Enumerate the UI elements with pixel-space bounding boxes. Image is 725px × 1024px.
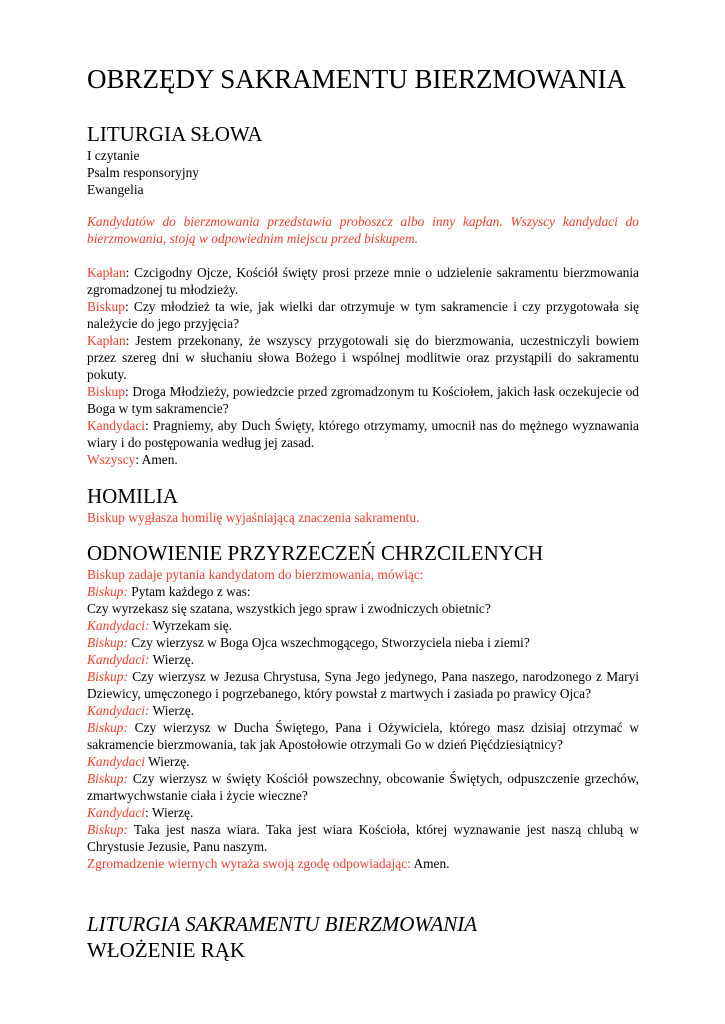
dialogue-line	[87, 651, 639, 668]
speaker-label: Kandydaci	[87, 805, 146, 820]
rubric-instruction: Biskup zadaje pytania kandydatom do bierzmowania, mówiąc:	[87, 567, 424, 582]
speaker-label: Kandydaci	[87, 418, 146, 433]
dialogue-text: Czy wierzysz w Jezusa Chrystusa, Syna Jego jedynego, Pana naszego, narodzonego z Maryi Dziewicy, umęczonego i pogrzebanego, który powstał z martwych i zasiada po prawicy Ojca?	[87, 669, 639, 701]
section-homilia	[87, 483, 639, 526]
section-heading: LITURGIA SAKRAMENTU BIERZMOWANIA	[87, 912, 478, 936]
dialogue-text: Wierzę.	[149, 652, 195, 667]
dialogue-text: Taka jest nasza wiara. Taka jest wiara Kościoła, której wyznawanie jest naszą chlubą w Chrystusie Jezusie, Panu naszym.	[87, 822, 639, 854]
speaker-label: Kandydaci:	[87, 618, 150, 633]
dialogue-text: Czy wierzysz w Boga Ojca wszechmogącego, Stworzyciela nieba i ziemi?	[127, 635, 530, 650]
section-liturgia-slowa	[87, 121, 639, 198]
dialogue-text: : Pragniemy, aby Duch Święty, którego otrzymamy, umocnił nas do mężnego wyznawania wiary i do postępowania według jej zasad.	[87, 418, 639, 450]
list-item: Psalm responsoryjny	[87, 165, 199, 180]
dialogue-text: : Droga Młodzieży, powiedzcie przed zgromadzonym tu Kościołem, jakich łask oczekujecie od Boga w tym sakramencie?	[87, 384, 639, 416]
section-heading: HOMILIA	[87, 484, 178, 508]
dialogue-text: : Wierzę.	[145, 805, 194, 820]
dialogue-text: Amen.	[410, 856, 450, 871]
dialogue-line	[87, 770, 639, 804]
speaker-label: Biskup:	[87, 584, 128, 599]
dialogue-line	[87, 753, 639, 770]
dialogue-line	[87, 451, 639, 468]
speaker-label: Biskup:	[87, 822, 128, 837]
speaker-label: Zgromadzenie wiernych wyraża swoją zgodę odpowiadając:	[87, 856, 411, 871]
dialogue-block	[87, 264, 639, 468]
dialogue-text: Wierzę.	[145, 754, 190, 769]
list-item: Ewangelia	[87, 182, 144, 197]
dialogue-line	[87, 600, 639, 617]
dialogue-text: Pytam każdego z was:	[127, 584, 251, 599]
page-title: OBRZĘDY SAKRAMENTU BIERZMOWANIA	[87, 64, 626, 94]
speaker-label: Biskup:	[87, 669, 128, 684]
rubric-instruction: Biskup wygłasza homilię wyjaśniającą znaczenia sakramentu.	[87, 510, 420, 525]
dialogue-text: : Amen.	[135, 452, 178, 467]
dialogue-text: Wierzę.	[149, 703, 195, 718]
dialogue-text: : Czy młodzież ta wie, jak wielki dar otrzymuje w tym sakramencie i czy przygotowała się należycie do jego przyjęcia?	[87, 299, 639, 331]
dialogue-line	[87, 821, 639, 855]
dialogue-text: Czy wierzysz w święty Kościół powszechny, obcowanie Świętych, odpuszczenie grzechów, zmartwychwstanie ciała i życie wieczne?	[87, 771, 639, 803]
dialogue-text: : Czcigodny Ojcze, Kościół święty prosi przeze mnie o udzielenie sakramentu bierzmowania zgromadzonej tu młodzieży.	[87, 265, 639, 297]
speaker-label: Kandydaci:	[87, 703, 150, 718]
dialogue-text: : Jestem przekonany, że wszyscy przygotowali się do bierzmowania, uczestniczyli bowiem przez szereg dni w słuchaniu słowa Bożego i wspólnej modlitwie oraz przystąpili do sakramentu pokuty.	[87, 333, 639, 382]
speaker-label: Kandydaci	[87, 754, 146, 769]
dialogue-line	[87, 383, 639, 417]
dialogue-text: Czy wierzysz w Ducha Świętego, Pana i Ożywiciela, którego masz dzisiaj otrzymać w sakramencie bierzmowania, tak jak Apostołowie otrzymali Go w dzień Pięćdziesiątnicy?	[87, 720, 639, 752]
list-item: I czytanie	[87, 148, 140, 163]
dialogue-line	[87, 264, 639, 298]
dialogue-line	[87, 668, 639, 702]
dialogue-text: Czy wyrzekasz się szatana, wszystkich jego spraw i zwodniczych obietnic?	[87, 601, 491, 616]
speaker-label: Biskup	[87, 384, 125, 399]
dialogue-line	[87, 332, 639, 383]
speaker-label: Biskup	[87, 299, 125, 314]
dialogue-line	[87, 702, 639, 719]
section-heading: LITURGIA SŁOWA	[87, 122, 263, 146]
speaker-label: Biskup:	[87, 720, 128, 735]
speaker-label: Biskup:	[87, 771, 128, 786]
speaker-label: Wszyscy	[87, 452, 136, 467]
speaker-label: Kapłan	[87, 265, 126, 280]
dialogue-line	[87, 855, 639, 872]
dialogue-line	[87, 719, 639, 753]
dialogue-line	[87, 634, 639, 651]
speaker-label: Biskup:	[87, 635, 128, 650]
rubric-instruction: Kandydatów do bierzmowania przedstawia proboszcz albo inny kapłan. Wszyscy kandydaci do bierzmowania, stoją w odpowiednim miejscu przed biskupem.	[87, 214, 639, 246]
section-odnowienie	[87, 540, 639, 872]
speaker-label: Kandydaci:	[87, 652, 150, 667]
dialogue-line	[87, 583, 639, 600]
dialogue-line	[87, 804, 639, 821]
dialogue-line	[87, 417, 639, 451]
section-heading: ODNOWIENIE PRZYRZECZEŃ CHRZCILENYCH	[87, 541, 544, 565]
dialogue-line	[87, 298, 639, 332]
speaker-label: Kapłan	[87, 333, 126, 348]
dialogue-line	[87, 617, 639, 634]
dialogue-text: Wyrzekam się.	[149, 618, 233, 633]
section-subheading: WŁOŻENIE RĄK	[87, 938, 246, 962]
section-liturgia-sakramentu	[87, 911, 639, 963]
